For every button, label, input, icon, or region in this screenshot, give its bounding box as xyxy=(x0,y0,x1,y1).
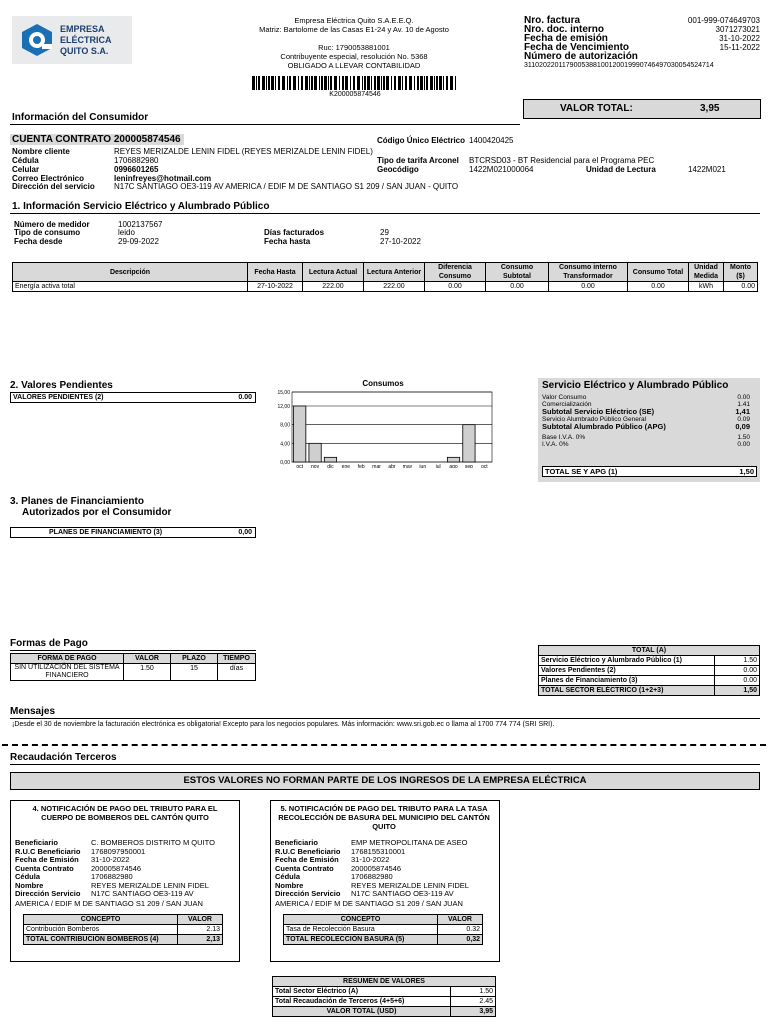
barcode-bar xyxy=(443,76,444,90)
bomberos-kv-label: Beneficiario xyxy=(15,838,58,847)
th-concepto: CONCEPTO xyxy=(24,915,178,925)
resumen-row-label: Valor Consumo xyxy=(542,394,587,401)
barcode-bar xyxy=(420,76,423,90)
basura-total-value: 0,32 xyxy=(438,935,483,945)
total-a-row-label: Planes de Financiamiento (3) xyxy=(539,676,715,686)
barcode-bar xyxy=(339,76,340,90)
barcode-bar xyxy=(328,76,329,90)
barcode-bar xyxy=(268,76,270,90)
bomberos-direccion-cont: AMERICA / EDIF M DE SANTIAGO S1 209 / SAN JUAN xyxy=(15,899,203,908)
correo-value: leninfreyes@hotmail.com xyxy=(114,174,212,183)
logo-mark-icon xyxy=(18,22,56,58)
barcode-bar xyxy=(305,76,308,90)
chart-ytick-label: 12,00 xyxy=(277,404,290,410)
basura-kv-value: 31-10-2022 xyxy=(351,855,390,864)
consumos-chart xyxy=(268,386,498,468)
cell-consumo-total: 0.00 xyxy=(628,282,689,292)
table-row xyxy=(539,666,760,676)
logo-text-1: EMPRESA xyxy=(60,24,105,34)
basura-kv-label: Cédula xyxy=(275,872,301,881)
cell-lectura-actual: 222.00 xyxy=(303,282,364,292)
autorizacion: 3110202201179005388100120019990746497030054524714 xyxy=(524,62,714,69)
chart-xtick-label: may xyxy=(402,464,413,468)
chart-ytick-label: 15,00 xyxy=(277,390,290,396)
barcode-bar xyxy=(381,76,382,90)
nro-doc: 3071273021 xyxy=(715,25,760,34)
chart-xtick-label: jun xyxy=(419,464,427,468)
codigo-label: Código Único Eléctrico xyxy=(377,136,466,145)
th-valor: VALOR xyxy=(438,915,483,925)
company-logo xyxy=(12,16,132,64)
th-consumo-total: Consumo Total xyxy=(628,263,689,282)
chart-xtick-label: nov xyxy=(311,464,320,468)
company-ruc: Ruc: 1790053881001 xyxy=(318,43,390,52)
terceros-title: Recaudación Terceros xyxy=(10,752,117,763)
fecha-hasta-label: Fecha hasta xyxy=(264,237,311,246)
valor-total-label: VALOR TOTAL: xyxy=(560,103,633,114)
barcode-text: K200005874546 xyxy=(329,91,381,98)
cell-fecha: 27-10-2022 xyxy=(248,282,303,292)
bomberos-total-row xyxy=(24,935,223,945)
financiamiento-label: PLANES DE FINANCIAMIENTO (3) xyxy=(49,529,163,536)
barcode-bar xyxy=(371,76,372,90)
table-row xyxy=(273,987,496,997)
bomberos-kv-label: Nombre xyxy=(15,880,44,890)
chart-bar xyxy=(447,457,459,462)
consumer-title: Información del Consumidor xyxy=(12,112,149,123)
barcode-bar xyxy=(405,76,407,90)
cell-valor: 1.50 xyxy=(124,664,171,681)
cell-valor: 0.32 xyxy=(438,925,483,935)
basura-kv-value: N17C SANTIAGO OE3-119 AV xyxy=(351,889,454,898)
th-consumo-interno: Consumo interno Transformador xyxy=(549,263,628,282)
barcode-bar xyxy=(321,76,323,90)
basura-kv-label: Beneficiario xyxy=(275,838,318,847)
barcode-bar xyxy=(409,76,412,90)
cell-valor: 2.13 xyxy=(178,925,223,935)
barcode-bar xyxy=(345,76,348,90)
basura-kv-label: Dirección Servicio xyxy=(275,889,341,898)
bomberos-kv-row xyxy=(15,890,235,899)
fecha-hasta-value: 27-10-2022 xyxy=(380,237,421,246)
basura-total-row xyxy=(284,935,483,945)
total-a-table xyxy=(538,645,760,696)
barcode-bar xyxy=(282,76,285,90)
pendientes-row xyxy=(10,392,256,403)
bomberos-kv-value: 31-10-2022 xyxy=(91,855,130,864)
medidor-label: Número de medidor xyxy=(14,220,90,229)
th-concepto: CONCEPTO xyxy=(284,915,438,925)
cedula-label: Cédula xyxy=(12,156,39,165)
nombre-value: REYES MERIZALDE LENIN FIDEL (REYES MERIZALDE LENIN FIDEL) xyxy=(114,147,373,156)
resumen-row-label: Base I.V.A. 0% xyxy=(542,434,586,441)
basura-kv-value: 1768155310001 xyxy=(351,846,406,856)
chart-xtick-label: ene xyxy=(341,464,351,468)
barcode-bar xyxy=(324,76,327,90)
resumen-servicio-panel xyxy=(538,378,760,482)
basura-kv-label: Fecha de Emisión xyxy=(275,855,339,864)
financiamiento-title-1: 3. Planes de Financiamiento xyxy=(10,496,144,507)
valor-total: 3,95 xyxy=(700,103,720,114)
dias-label: Días facturados xyxy=(264,228,325,237)
fecha-desde-label: Fecha desde xyxy=(14,237,63,246)
barcode xyxy=(252,76,458,90)
resumen-row-value: 1.50 xyxy=(451,987,496,997)
bomberos-title: 4. NOTIFICACIÓN DE PAGO DEL TRIBUTO PARA EL CUERPO DE BOMBEROS DEL CANTÓN QUITO xyxy=(32,804,218,822)
dias-value: 29 xyxy=(380,228,389,237)
th-fecha: Fecha Hasta xyxy=(248,263,303,282)
resumen-row xyxy=(542,441,756,449)
chart-ytick-label: 0,00 xyxy=(280,460,290,466)
nombre-label: Nombre cliente xyxy=(12,147,70,156)
barcode-bar xyxy=(436,76,438,90)
fecha-desde-value: 29-09-2022 xyxy=(118,237,159,246)
barcode-bar xyxy=(252,76,255,90)
th-valor: VALOR xyxy=(178,915,223,925)
total-a-row-value: 0.00 xyxy=(715,676,760,686)
table-row xyxy=(11,664,256,681)
total-a-row-value: 1.50 xyxy=(715,656,760,666)
resumen-row-value: 1.50 xyxy=(737,434,750,441)
resumen-row-label: Subtotal Servicio Eléctrico (SE) xyxy=(542,407,655,416)
valor-total-box xyxy=(523,99,761,119)
bomberos-kv-value: N17C SANTIAGO OE3-119 AV xyxy=(91,889,194,898)
barcode-bar xyxy=(311,76,313,90)
cell-diferencia: 0.00 xyxy=(425,282,486,292)
cell-monto: 0.00 xyxy=(724,282,758,292)
barcode-bar xyxy=(439,76,442,90)
barcode-bar xyxy=(362,76,363,90)
resumen-servicio-title: Servicio Eléctrico y Alumbrado Público xyxy=(542,380,729,391)
tipo-label: Tipo de consumo xyxy=(14,228,81,237)
resumen-valores-header: RESUMEN DE VALORES xyxy=(273,977,496,987)
chart-xtick-label: dic xyxy=(327,464,334,468)
resumen-row-value: 0.00 xyxy=(737,441,750,448)
bomberos-kv-label: Dirección Servicio xyxy=(15,889,81,898)
barcode-bar xyxy=(262,76,265,90)
celular-value: 0996601265 xyxy=(114,165,159,174)
barcode-bar xyxy=(391,76,392,90)
chart-xtick-label: abr xyxy=(388,464,396,468)
th-lectura-anterior: Lectura Anterior xyxy=(364,263,425,282)
chart-xtick-label: oct xyxy=(480,464,488,468)
chart-title: Consumos xyxy=(362,379,404,388)
resumen-row-value: 0.09 xyxy=(737,416,750,423)
servicio-title: 1. Información Servicio Eléctrico y Alumbrado Público xyxy=(12,201,270,212)
barcode-bar xyxy=(298,76,299,90)
bomberos-kv-value: 1768097950001 xyxy=(91,846,146,856)
company-contribuyente: Contribuyente especial, resolución No. 5368 xyxy=(280,52,428,61)
th-lectura-actual: Lectura Actual xyxy=(303,263,364,282)
resumen-row-label: Total Recaudación de Terceros (4+5+6) xyxy=(273,997,451,1007)
th-diferencia: Diferencia Consumo xyxy=(425,263,486,282)
barcode-bar xyxy=(266,76,267,90)
cell-concepto: Tasa de Recolección Basura xyxy=(284,925,438,935)
barcode-bar xyxy=(424,76,425,90)
barcode-bar xyxy=(383,76,385,90)
cedula-value: 1706882980 xyxy=(114,156,159,165)
chart-xtick-label: ago xyxy=(449,464,458,468)
barcode-bar xyxy=(417,76,419,90)
financiamiento-value: 0,00 xyxy=(238,529,252,536)
cell-descripcion: Energía activa total xyxy=(13,282,248,292)
chart-bar xyxy=(324,457,336,462)
formas-pago-table xyxy=(10,653,256,681)
tarifa-value: BTCRSD03 - BT Residencial para el Programa PEC xyxy=(469,156,655,165)
unidad-value: 1422M021 xyxy=(688,165,726,174)
chart-xtick-label: mar xyxy=(372,464,381,468)
direccion-label: Dirección del servicio xyxy=(12,182,95,191)
th-descripcion: Descripción xyxy=(13,263,248,282)
cell-consumo-subtotal: 0.00 xyxy=(486,282,549,292)
resumen-total-value: 3,95 xyxy=(451,1007,496,1017)
total-a-row-value: 0.00 xyxy=(715,666,760,676)
total-se-apg xyxy=(542,466,757,477)
bomberos-total-value: 2,13 xyxy=(178,935,223,945)
terceros-banner: ESTOS VALORES NO FORMAN PARTE DE LOS INGRESOS DE LA EMPRESA ELÉCTRICA xyxy=(10,772,760,790)
basura-total-label: TOTAL RECOLECCIÓN BASURA (5) xyxy=(284,935,438,945)
cuenta-value: 200005874546 xyxy=(113,134,181,145)
barcode-bar xyxy=(278,76,280,90)
barcode-bar xyxy=(455,76,456,90)
basura-direccion-cont: AMERICA / EDIF M DE SANTIAGO S1 209 / SAN JUAN xyxy=(275,899,463,908)
consumo-table-header xyxy=(13,263,758,282)
bomberos-table xyxy=(23,914,223,945)
resumen-row-label: Total Sector Eléctrico (A) xyxy=(273,987,451,997)
th-consumo-subtotal: Consumo Subtotal xyxy=(486,263,549,282)
bomberos-kv-value: 1706882980 xyxy=(91,872,133,881)
resumen-valores-table xyxy=(272,976,496,1017)
financiamiento-title-2: Autorizados por el Consumidor xyxy=(22,507,172,518)
barcode-bar xyxy=(319,76,320,90)
barcode-bar xyxy=(367,76,370,90)
bomberos-kv-label: Cédula xyxy=(15,872,41,881)
cell-tiempo: días xyxy=(218,664,256,681)
cell-forma-pago: SIN UTILIZACIÓN DEL SISTEMA FINANCIERO xyxy=(11,664,124,681)
company-contabilidad: OBLIGADO A LLEVAR CONTABILIDAD xyxy=(287,61,421,70)
chart-plot-area xyxy=(292,392,492,462)
barcode-bar xyxy=(342,76,344,90)
barcode-bar xyxy=(353,76,355,90)
total-a-header: TOTAL (A) xyxy=(539,646,760,656)
barcode-bar xyxy=(364,76,366,90)
barcode-bar xyxy=(258,76,260,90)
th-unidad: Unidad Medida xyxy=(689,263,724,282)
cell-lectura-anterior: 222.00 xyxy=(364,282,425,292)
barcode-bar xyxy=(386,76,389,90)
resumen-row-label: Comercialización xyxy=(542,401,592,408)
barcode-bar xyxy=(374,76,376,90)
geocodigo-label: Geocódigo xyxy=(377,165,419,174)
barcode-bar xyxy=(394,76,396,90)
chart-bar xyxy=(309,443,321,462)
autorizacion-label: Número de autorización xyxy=(524,51,638,62)
barcode-bar xyxy=(334,76,337,90)
resumen-row-label: I.V.A. 0% xyxy=(542,441,569,448)
total-a-total-row xyxy=(539,686,760,696)
bomberos-kv-label: R.U.C Beneficiario xyxy=(15,846,81,856)
cuenta-contrato xyxy=(10,134,184,145)
tipo-value: leido xyxy=(118,228,135,237)
basura-kv-row xyxy=(275,890,495,899)
chart-xtick-label: oct xyxy=(296,464,304,468)
codigo-value: 1400420425 xyxy=(469,136,514,145)
th-tiempo: TIEMPO xyxy=(218,654,256,664)
basura-kv-value: 200005874546 xyxy=(351,863,402,873)
resumen-row-label: Servicio Alumbrado Público General xyxy=(542,416,647,423)
correo-label: Correo Electrónico xyxy=(12,174,85,183)
basura-kv-label: R.U.C Beneficiario xyxy=(275,846,341,856)
chart-bar xyxy=(463,425,475,462)
geocodigo-value: 1422M021000064 xyxy=(469,165,534,174)
table-row xyxy=(13,282,758,292)
th-monto: Monto ($) xyxy=(724,263,758,282)
nro-doc-label: Nro. doc. interno xyxy=(524,24,604,35)
basura-table xyxy=(283,914,483,945)
bomberos-kv-label: Cuenta Contrato xyxy=(15,863,74,873)
resumen-row xyxy=(542,408,756,416)
basura-title: 5. NOTIFICACIÓN DE PAGO DEL TRIBUTO PARA LA TASA RECOLECCIÓN DE BASURA DEL MUNICIPIO DEL CANTÓN QUITO xyxy=(278,804,490,831)
barcode-bar xyxy=(350,76,351,90)
barcode-bar xyxy=(426,76,428,90)
chart-xtick-label: sep xyxy=(464,464,473,468)
chart-ytick-label: 8,00 xyxy=(280,422,290,429)
basura-kv-value: EMP METROPOLITANA DE ASEO xyxy=(351,838,468,847)
barcode-bar xyxy=(275,76,276,90)
barcode-bar xyxy=(402,76,403,90)
barcode-bar xyxy=(446,76,448,90)
cell-unidad: kWh xyxy=(689,282,724,292)
logo-text-2: ELÉCTRICA xyxy=(60,35,112,45)
mensajes-title: Mensajes xyxy=(10,706,56,717)
nro-factura-label: Nro. factura xyxy=(524,15,581,26)
logo-text-3: QUITO S.A. xyxy=(60,46,109,56)
total-se-apg-label: TOTAL SE Y APG (1) xyxy=(545,467,618,476)
medidor-value: 1002137567 xyxy=(118,220,163,229)
barcode-bar xyxy=(271,76,274,90)
resumen-total-label: VALOR TOTAL (USD) xyxy=(273,1007,451,1017)
barcode-bar xyxy=(330,76,332,90)
barcode-bar xyxy=(293,76,296,90)
financiamiento-row xyxy=(10,527,256,538)
barcode-bar xyxy=(287,76,288,90)
th-valor: VALOR xyxy=(124,654,171,664)
chart-ytick-label: 4,00 xyxy=(280,441,290,448)
bomberos-kv-value: REYES MERIZALDE LENIN FIDEL xyxy=(91,880,209,890)
table-row xyxy=(539,656,760,666)
total-se-apg-value: 1,50 xyxy=(739,467,754,476)
resumen-row-value: 0,09 xyxy=(735,422,750,431)
consumo-table xyxy=(12,262,758,292)
unidad-label: Unidad de Lectura xyxy=(586,165,656,174)
total-a-row-label: Valores Pendientes (2) xyxy=(539,666,715,676)
barcode-bar xyxy=(289,76,291,90)
cell-consumo-interno: 0.00 xyxy=(549,282,628,292)
cut-line xyxy=(2,744,766,746)
resumen-total-row xyxy=(273,1007,496,1017)
bomberos-kv-value: 200005874546 xyxy=(91,863,142,873)
resumen-row-value: 1,41 xyxy=(735,407,750,416)
cuenta-label: CUENTA CONTRATO xyxy=(12,134,112,145)
cell-concepto: Contribución Bomberos xyxy=(24,925,178,935)
fecha-emision-label: Fecha de emisión xyxy=(524,33,608,44)
basura-kv-label: Cuenta Contrato xyxy=(275,863,334,873)
bomberos-kv-value: C. BOMBEROS DISTRITO M QUITO xyxy=(91,838,215,847)
basura-kv-value: 1706882980 xyxy=(351,872,393,881)
basura-kv-value: REYES MERIZALDE LENIN FIDEL xyxy=(351,880,469,890)
fecha-vencimiento-label: Fecha de Vencimiento xyxy=(524,42,630,53)
barcode-bar xyxy=(301,76,303,90)
resumen-row xyxy=(542,423,756,431)
chart-xtick-label: feb xyxy=(357,464,365,468)
bomberos-box xyxy=(10,800,240,962)
bomberos-total-label: TOTAL CONTRIBUCIÓN BOMBEROS (4) xyxy=(24,935,178,945)
resumen-row-value: 1.41 xyxy=(737,401,750,408)
th-plazo: PLAZO xyxy=(171,654,218,664)
mensajes-text: ¡Desde el 30 de noviembre la facturación electrónica es obligatoria! Excepto para los negocios populares. Más información: www.sri.gob.ec o llama al 1700 774 774 (SRI SRI). xyxy=(12,721,555,728)
formas-pago-title: Formas de Pago xyxy=(10,638,88,649)
chart-bar xyxy=(294,406,306,462)
table-row xyxy=(273,997,496,1007)
nro-factura: 001-999-074649703 xyxy=(687,16,760,25)
barcode-bar xyxy=(314,76,317,90)
total-sector-value: 1,50 xyxy=(715,686,760,696)
basura-kv-label: Nombre xyxy=(275,880,304,890)
celular-label: Celular xyxy=(12,165,40,174)
barcode-bar xyxy=(414,76,415,90)
barcode-bar xyxy=(377,76,380,90)
basura-box xyxy=(270,800,500,962)
company-address: Matriz: Bartolome de las Casas E1-24 y Av. 10 de Agosto xyxy=(259,25,449,34)
pendientes-title: 2. Valores Pendientes xyxy=(10,380,113,391)
barcode-bar xyxy=(450,76,453,90)
barcode-bar xyxy=(430,76,433,90)
resumen-row-value: 0.00 xyxy=(737,394,750,401)
th-forma-pago: FORMA DE PAGO xyxy=(11,654,124,664)
total-a-row-label: Servicio Eléctrico y Alumbrado Público (1) xyxy=(539,656,715,666)
barcode-bar xyxy=(256,76,257,90)
pendientes-value: 0.00 xyxy=(238,394,252,401)
pendientes-label: VALORES PENDIENTES (2) xyxy=(13,394,104,401)
table-row xyxy=(24,925,223,935)
resumen-row-value: 2.45 xyxy=(451,997,496,1007)
fecha-emision: 31-10-2022 xyxy=(719,34,760,43)
table-row xyxy=(284,925,483,935)
table-row xyxy=(539,676,760,686)
total-sector-label: TOTAL SECTOR ELÉCTRICO (1+2+3) xyxy=(539,686,715,696)
direccion-value: N17C SANTIAGO OE3-119 AV AMERICA / EDIF M DE SANTIAGO S1 209 / SAN JUAN - QUITO xyxy=(114,182,459,191)
resumen-row-label: Subtotal Alumbrado Público (APG) xyxy=(542,422,666,431)
bomberos-kv-label: Fecha de Emisión xyxy=(15,855,79,864)
fecha-vencimiento: 15-11-2022 xyxy=(719,43,760,52)
barcode-bar xyxy=(357,76,360,90)
tarifa-label: Tipo de tarifa Arconel xyxy=(377,156,459,165)
company-name: Empresa Eléctrica Quito S.A.E.E.Q. xyxy=(294,16,414,25)
chart-xtick-label: jul xyxy=(435,464,441,468)
barcode-bar xyxy=(434,76,435,90)
barcode-bar xyxy=(309,76,310,90)
cell-plazo: 15 xyxy=(171,664,218,681)
barcode-bar xyxy=(398,76,401,90)
